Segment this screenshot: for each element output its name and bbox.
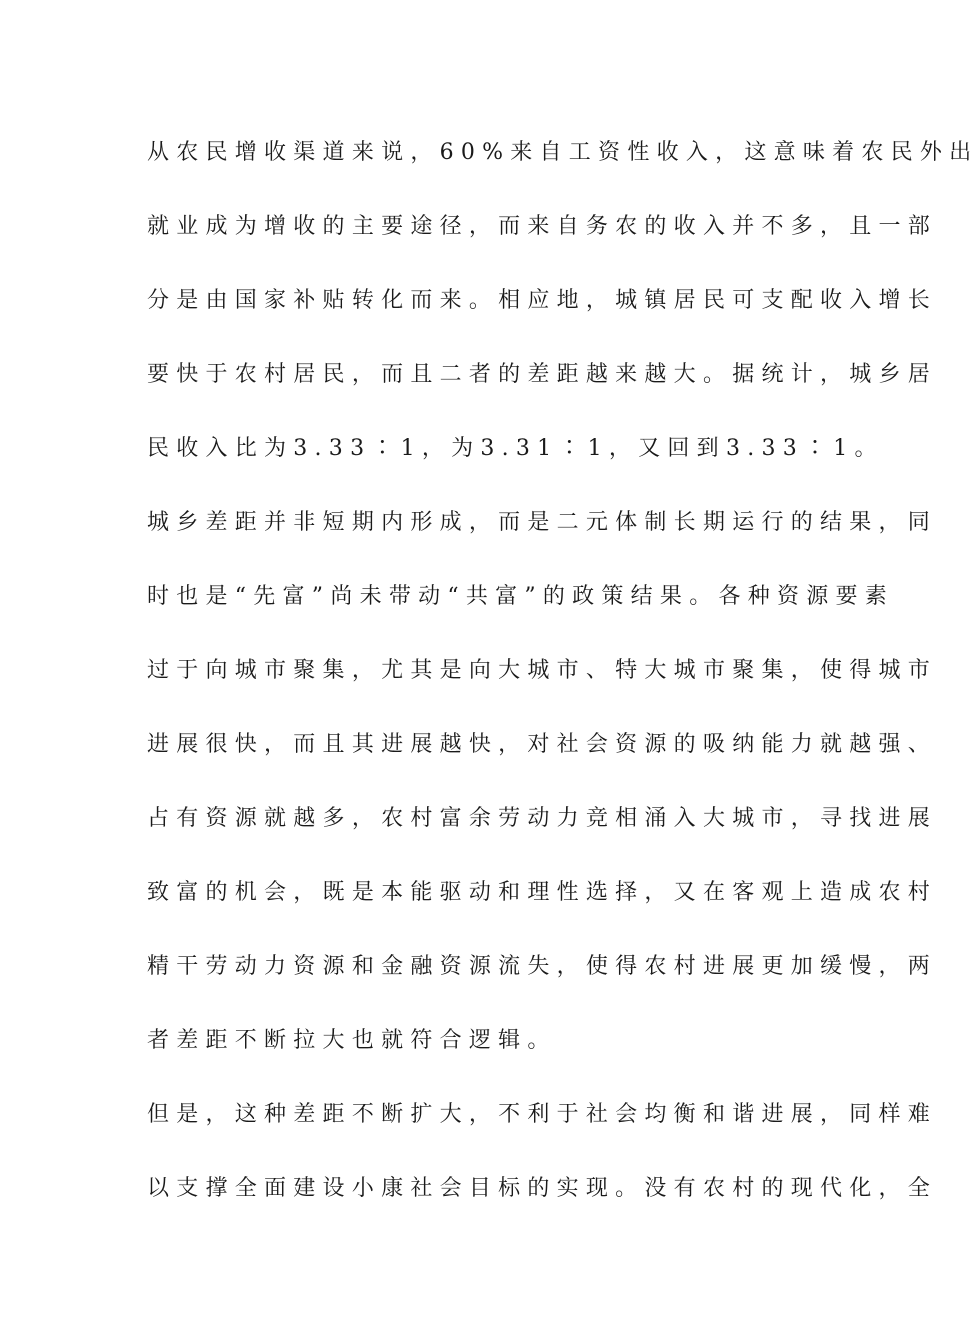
text-line-4: 要快于农村居民，而且二者的差距越来越大。据统计，城乡居 — [147, 362, 938, 387]
text-line-6: 城乡差距并非短期内形成，而是二元体制长期运行的结果，同 — [147, 510, 938, 535]
text-line-15: 以支撑全面建设小康社会目标的实现。没有农村的现代化，全 — [147, 1176, 938, 1201]
text-line-9: 进展很快，而且其进展越快，对社会资源的吸纳能力就越强、 — [147, 732, 938, 757]
text-line-14: 但是，这种差距不断扩大，不利于社会均衡和谐进展，同样难 — [147, 1102, 938, 1127]
text-line-8: 过于向城市聚集，尤其是向大城市、特大城市聚集，使得城市 — [147, 658, 938, 683]
text-line-3: 分是由国家补贴转化而来。相应地，城镇居民可支配收入增长 — [147, 288, 938, 313]
text-line-7: 时也是“先富”尚未带动“共富”的政策结果。各种资源要素 — [147, 584, 895, 609]
text-line-5: 民收入比为3.33∶1，为3.31∶1，又回到3.33∶1。 — [147, 436, 884, 461]
text-line-2: 就业成为增收的主要途径，而来自务农的收入并不多，且一部 — [147, 214, 938, 239]
text-line-12: 精干劳动力资源和金融资源流失，使得农村进展更加缓慢，两 — [147, 954, 938, 979]
document-body — [147, 133, 978, 1243]
text-line-13: 者差距不断拉大也就符合逻辑。 — [147, 1028, 557, 1053]
text-line-10: 占有资源就越多，农村富余劳动力竞相涌入大城市，寻找进展 — [147, 806, 938, 831]
text-line-1: 从农民增收渠道来说，60%来自工资性收入，这意味着农民外出 — [147, 140, 978, 165]
text-line-11: 致富的机会，既是本能驱动和理性选择，又在客观上造成农村 — [147, 880, 938, 905]
